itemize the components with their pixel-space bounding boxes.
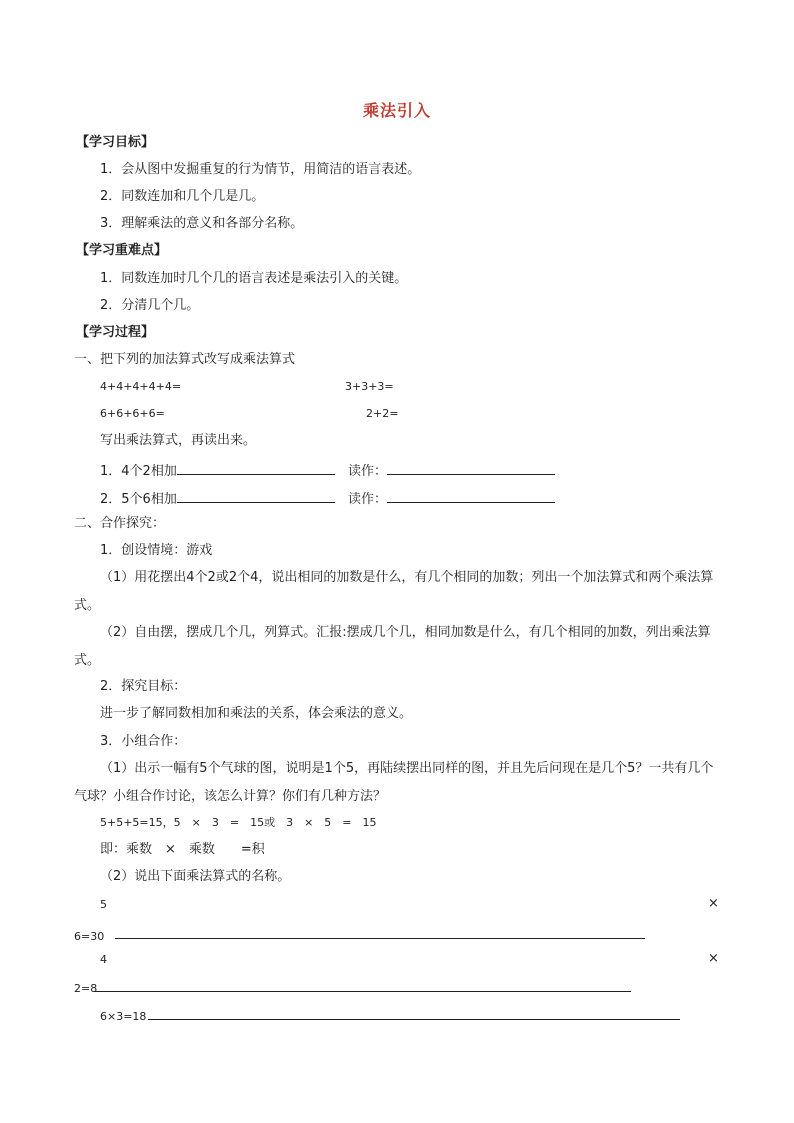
addition-expression: 6+6+6+6= <box>100 407 165 420</box>
formula: 即：乘数 × 乘数 =积 <box>100 842 265 857</box>
multiply-sign: × <box>708 896 719 911</box>
addition-expression: 4+4+4+4+4= <box>100 380 182 393</box>
goal-item: 3．理解乘法的意义和各部分名称。 <box>100 216 304 231</box>
part1-instruction: 写出乘法算式，再读出来。 <box>100 433 257 448</box>
addition-expression: 3+3+3= <box>345 380 394 393</box>
process-heading: 【学习过程】 <box>76 325 155 340</box>
read-label: 读作： <box>348 492 388 507</box>
answer-line[interactable] <box>148 1019 680 1020</box>
paragraph: 进一步了解同数相加和乘法的关系，体会乘法的意义。 <box>100 706 413 721</box>
paragraph: （1）出示一幅有5个气球的图，说明是1个5，再陆续摆出同样的图，并且先后问现在是几个5？一共有几个气球？小组合作讨论，该怎么计算？你们有几种方法？ <box>74 761 714 804</box>
paragraph: （2）说出下面乘法算式的名称。 <box>100 869 291 884</box>
key-point-item: 1．同数连加时几个几的语言表述是乘法引入的关键。 <box>100 271 408 286</box>
goal-item: 2．同数连加和几个几是几。 <box>100 189 265 204</box>
read-blank[interactable] <box>387 460 555 475</box>
section-title: 1．创设情境：游戏 <box>100 543 213 558</box>
equation-part: 4 <box>100 953 107 966</box>
read-blank[interactable] <box>387 488 555 503</box>
page-title: 乘法引入 <box>362 101 431 120</box>
equation-part: 5 <box>100 898 107 911</box>
goals-heading: 【学习目标】 <box>76 135 155 150</box>
answer-blank[interactable] <box>177 488 335 503</box>
goal-item: 1．会从图中发掘重复的行为情节，用简洁的语言表述。 <box>100 162 421 177</box>
part1-heading: 一、把下列的加法算式改写成乘法算式 <box>74 352 296 367</box>
question-text: 2．5个6相加 <box>100 492 177 507</box>
read-row <box>348 488 555 509</box>
part2-heading: 二、合作探究： <box>74 516 166 531</box>
answer-line[interactable] <box>94 991 631 992</box>
paragraph: （1）用花摆出4个2或2个4，说出相同的加数是什么，有几个相同的加数；列出一个加法算式和两个乘法算式。 <box>74 570 714 613</box>
equation: 5+5+5=15，5 × 3 = 15或 3 × 5 = 15 <box>100 816 377 829</box>
equation-part: 2=8 <box>74 982 98 995</box>
multiply-sign: × <box>708 951 719 966</box>
read-label: 读作： <box>348 464 388 479</box>
section-title: 2．探究目标： <box>100 679 187 694</box>
read-row <box>348 460 555 481</box>
question-row <box>100 488 335 509</box>
paragraph: （2）自由摆，摆成几个几，列算式。汇报:摆成几个几，相同加数是什么，有几个相同的加数，列出乘法算式。 <box>74 625 711 668</box>
question-text: 1．4个2相加 <box>100 464 177 479</box>
question-row <box>100 460 335 481</box>
equation-part: 6×3=18 <box>100 1010 147 1023</box>
section-title: 3．小组合作： <box>100 734 187 749</box>
key-points-heading: 【学习重难点】 <box>76 243 168 258</box>
equation-part: 6=30 <box>74 930 105 943</box>
key-point-item: 2．分清几个几。 <box>100 298 200 313</box>
addition-expression: 2+2= <box>366 407 399 420</box>
answer-blank[interactable] <box>177 460 335 475</box>
answer-line[interactable] <box>115 938 645 939</box>
